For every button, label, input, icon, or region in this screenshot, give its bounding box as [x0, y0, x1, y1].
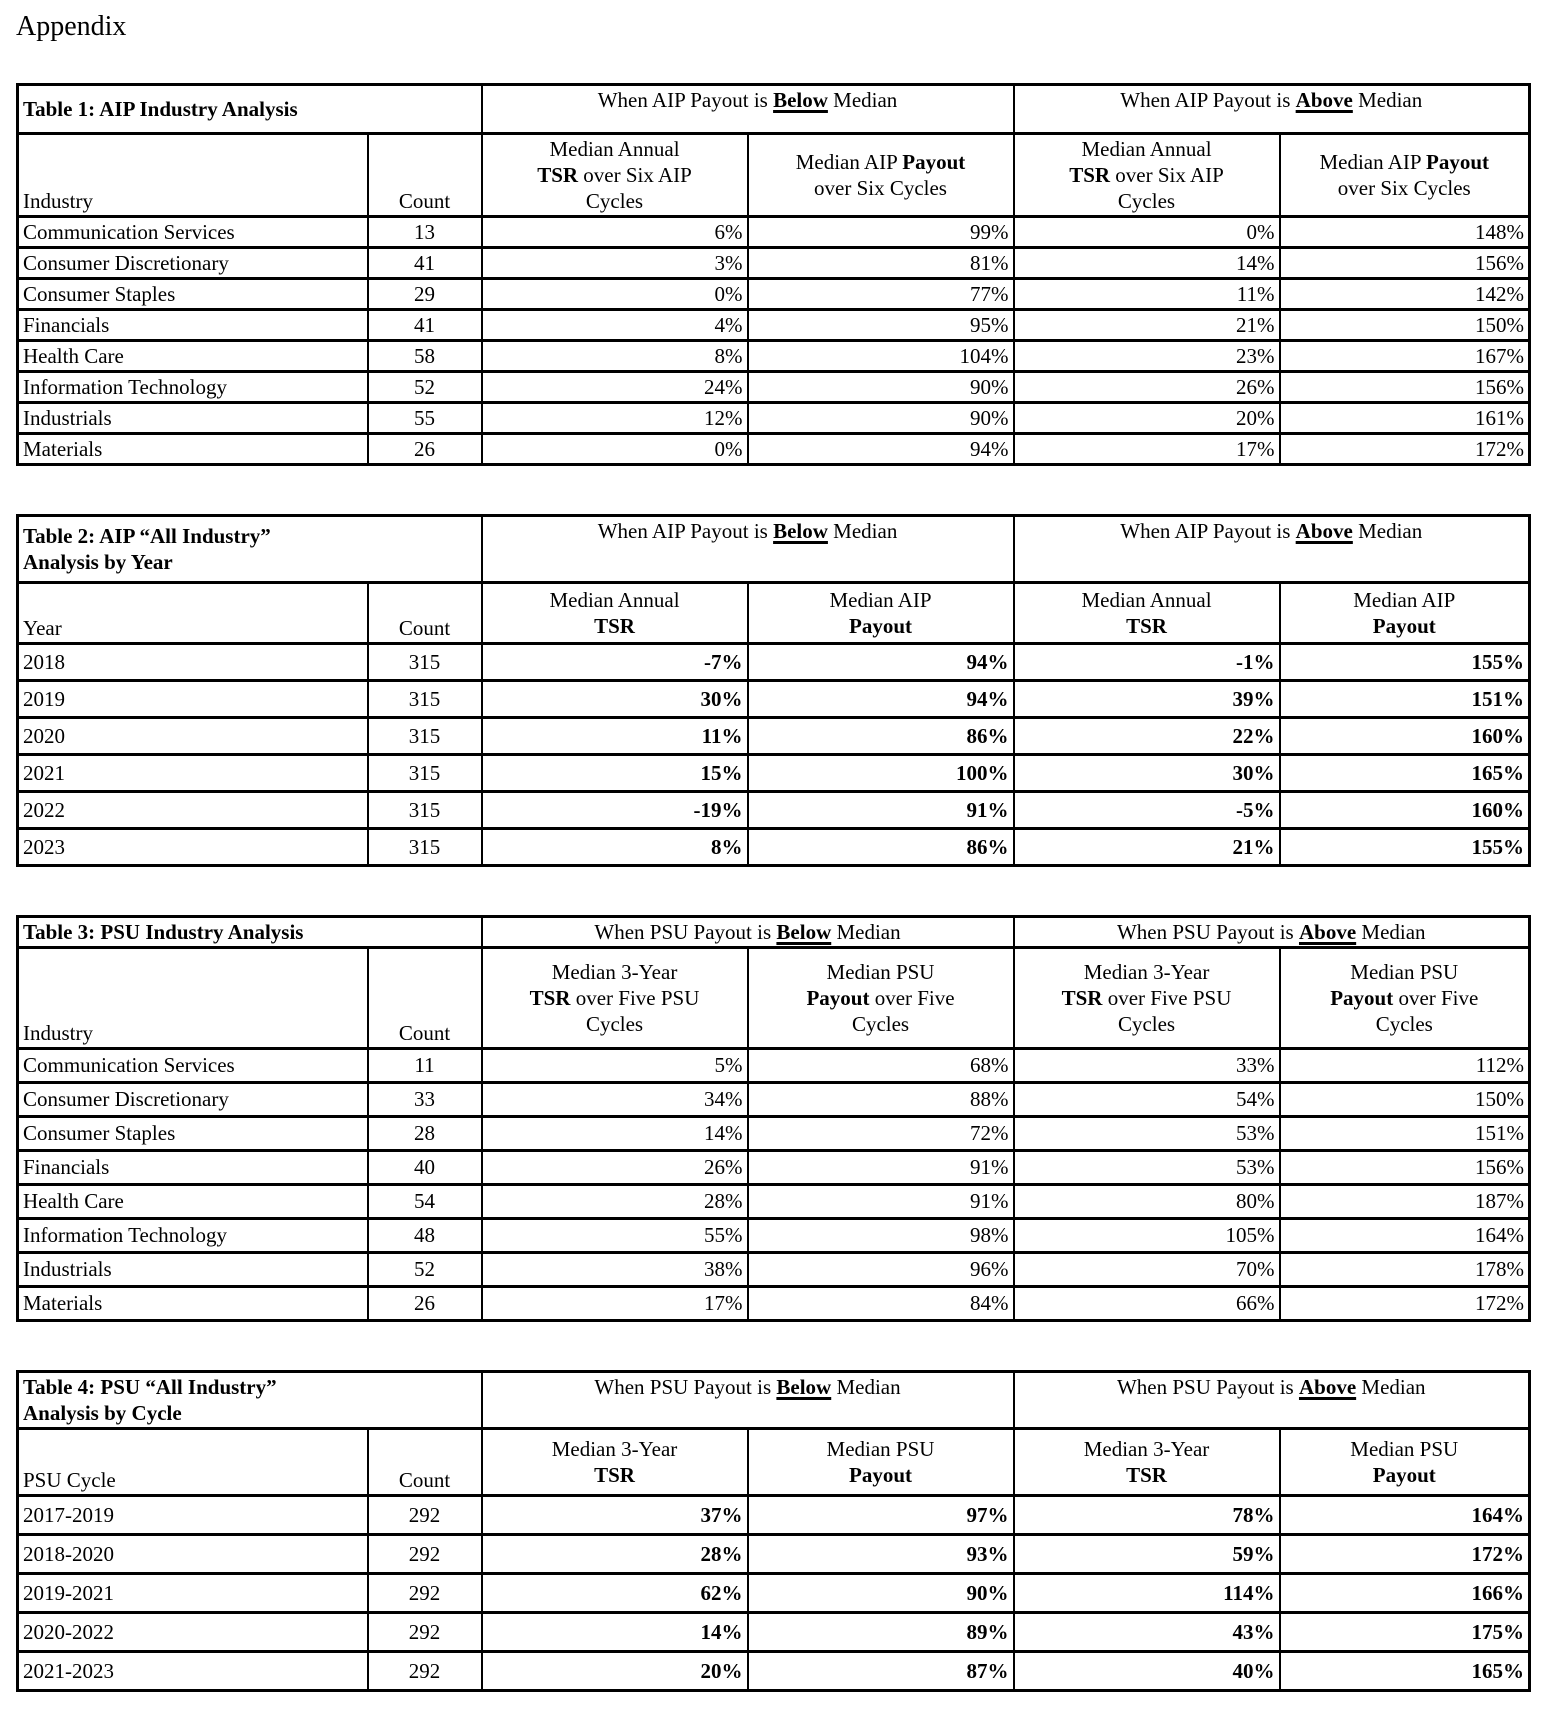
- row-value-1: 0%: [482, 433, 748, 464]
- row-label: 2022: [18, 791, 368, 828]
- row-label: Materials: [18, 433, 368, 464]
- table-row: [18, 1534, 1530, 1573]
- row-value-2: 100%: [748, 754, 1014, 791]
- row-value-1: 4%: [482, 309, 748, 340]
- row-label: Consumer Staples: [18, 1116, 368, 1150]
- row-value-3: -1%: [1014, 643, 1280, 680]
- row-count: 58: [368, 340, 482, 371]
- row-value-3: 14%: [1014, 247, 1280, 278]
- table-row: [18, 1495, 1530, 1534]
- table-title: Table 3: PSU Industry Analysis: [18, 916, 482, 947]
- row-label: 2019-2021: [18, 1573, 368, 1612]
- page-title: Appendix: [16, 11, 127, 42]
- table-row: [18, 643, 1530, 680]
- row-value-4: 155%: [1280, 643, 1530, 680]
- row-value-2: 86%: [748, 828, 1014, 865]
- row-value-3: -5%: [1014, 791, 1280, 828]
- row-value-4: 172%: [1280, 1534, 1530, 1573]
- row-value-3: 78%: [1014, 1495, 1280, 1534]
- row-label: Materials: [18, 1286, 368, 1320]
- row-value-3: 33%: [1014, 1048, 1280, 1082]
- count-column-header: Count: [368, 1428, 482, 1495]
- row-value-1: 3%: [482, 247, 748, 278]
- row-count: 41: [368, 309, 482, 340]
- metric-column-header-4: Median AIP Payout over Six Cycles: [1280, 133, 1530, 216]
- row-value-1: 5%: [482, 1048, 748, 1082]
- row-count: 55: [368, 402, 482, 433]
- row-value-1: 62%: [482, 1573, 748, 1612]
- row-count: 52: [368, 1252, 482, 1286]
- row-value-4: 112%: [1280, 1048, 1530, 1082]
- table-row: [18, 680, 1530, 717]
- row-value-2: 77%: [748, 278, 1014, 309]
- row-value-4: 160%: [1280, 791, 1530, 828]
- row-value-2: 96%: [748, 1252, 1014, 1286]
- row-count: 315: [368, 828, 482, 865]
- row-value-1: -7%: [482, 643, 748, 680]
- row-label: Consumer Discretionary: [18, 247, 368, 278]
- table-title: Table 4: PSU “All Industry” Analysis by Cycle: [18, 1371, 482, 1428]
- metric-column-header-3: Median Annual TSR over Six AIP Cycles: [1014, 133, 1280, 216]
- row-value-2: 94%: [748, 680, 1014, 717]
- row-value-4: 142%: [1280, 278, 1530, 309]
- row-value-3: 0%: [1014, 216, 1280, 247]
- row-label: Information Technology: [18, 1218, 368, 1252]
- row-label: Communication Services: [18, 1048, 368, 1082]
- row-value-1: 24%: [482, 371, 748, 402]
- row-label: Financials: [18, 309, 368, 340]
- row-count: 315: [368, 680, 482, 717]
- row-label: Information Technology: [18, 371, 368, 402]
- row-count: 54: [368, 1184, 482, 1218]
- row-label: 2020: [18, 717, 368, 754]
- above-median-section-header: When PSU Payout is Above Median: [1014, 916, 1530, 947]
- row-count: 292: [368, 1534, 482, 1573]
- row-count: 29: [368, 278, 482, 309]
- table-3-psu-industry-analysis: [16, 915, 1531, 1322]
- above-median-section-header: When AIP Payout is Above Median: [1014, 84, 1530, 133]
- table-row: [18, 1048, 1530, 1082]
- metric-column-header-2: Median AIP Payout: [748, 582, 1014, 643]
- row-value-1: 11%: [482, 717, 748, 754]
- table-row: [18, 1612, 1530, 1651]
- row-value-4: 161%: [1280, 402, 1530, 433]
- row-value-2: 84%: [748, 1286, 1014, 1320]
- below-median-section-header: When PSU Payout is Below Median: [482, 916, 1014, 947]
- row-label: 2017-2019: [18, 1495, 368, 1534]
- row-value-1: 28%: [482, 1534, 748, 1573]
- row-value-4: 164%: [1280, 1495, 1530, 1534]
- table-row: [18, 1116, 1530, 1150]
- table-2-aip-all-industry-analysis-by-year: [16, 514, 1531, 867]
- table-row: [18, 340, 1530, 371]
- metric-column-header-1: Median 3-Year TSR over Five PSU Cycles: [482, 947, 748, 1048]
- metric-column-header-1: Median Annual TSR: [482, 582, 748, 643]
- row-value-3: 66%: [1014, 1286, 1280, 1320]
- row-value-2: 104%: [748, 340, 1014, 371]
- row-value-1: 26%: [482, 1150, 748, 1184]
- metric-column-header-1: Median 3-Year TSR: [482, 1428, 748, 1495]
- row-value-1: 0%: [482, 278, 748, 309]
- row-value-1: 55%: [482, 1218, 748, 1252]
- metric-column-header-2: Median PSU Payout: [748, 1428, 1014, 1495]
- table-row: [18, 216, 1530, 247]
- row-value-2: 91%: [748, 1150, 1014, 1184]
- tables-container: [16, 83, 1526, 1692]
- row-value-1: 14%: [482, 1612, 748, 1651]
- row-value-4: 151%: [1280, 1116, 1530, 1150]
- row-value-1: 14%: [482, 1116, 748, 1150]
- row-value-4: 160%: [1280, 717, 1530, 754]
- row-count: 52: [368, 371, 482, 402]
- row-value-1: 38%: [482, 1252, 748, 1286]
- row-label: 2021-2023: [18, 1651, 368, 1690]
- row-value-3: 105%: [1014, 1218, 1280, 1252]
- row-value-1: -19%: [482, 791, 748, 828]
- row-label: Consumer Discretionary: [18, 1082, 368, 1116]
- row-count: 33: [368, 1082, 482, 1116]
- row-value-3: 40%: [1014, 1651, 1280, 1690]
- table-row: [18, 1150, 1530, 1184]
- row-value-2: 94%: [748, 433, 1014, 464]
- row-value-3: 70%: [1014, 1252, 1280, 1286]
- table-row: [18, 433, 1530, 464]
- row-value-3: 30%: [1014, 754, 1280, 791]
- row-value-2: 99%: [748, 216, 1014, 247]
- row-label: 2021: [18, 754, 368, 791]
- table-row: [18, 1651, 1530, 1690]
- metric-column-header-3: Median 3-Year TSR over Five PSU Cycles: [1014, 947, 1280, 1048]
- row-value-2: 90%: [748, 402, 1014, 433]
- table-title: Table 1: AIP Industry Analysis: [18, 84, 482, 133]
- table-row: [18, 278, 1530, 309]
- row-value-2: 94%: [748, 643, 1014, 680]
- row-value-3: 21%: [1014, 828, 1280, 865]
- metric-column-header-2: Median PSU Payout over Five Cycles: [748, 947, 1014, 1048]
- row-value-3: 114%: [1014, 1573, 1280, 1612]
- row-value-3: 53%: [1014, 1150, 1280, 1184]
- row-count: 13: [368, 216, 482, 247]
- row-value-2: 87%: [748, 1651, 1014, 1690]
- row-count: 315: [368, 791, 482, 828]
- row-label: 2019: [18, 680, 368, 717]
- row-value-4: 151%: [1280, 680, 1530, 717]
- row-label: Industrials: [18, 402, 368, 433]
- row-value-4: 178%: [1280, 1252, 1530, 1286]
- count-column-header: Count: [368, 947, 482, 1048]
- row-value-3: 11%: [1014, 278, 1280, 309]
- row-label: Health Care: [18, 1184, 368, 1218]
- table-row: [18, 754, 1530, 791]
- row-value-1: 30%: [482, 680, 748, 717]
- row-value-4: 187%: [1280, 1184, 1530, 1218]
- row-value-4: 150%: [1280, 1082, 1530, 1116]
- row-value-3: 20%: [1014, 402, 1280, 433]
- row-count: 11: [368, 1048, 482, 1082]
- row-value-1: 37%: [482, 1495, 748, 1534]
- metric-column-header-3: Median 3-Year TSR: [1014, 1428, 1280, 1495]
- table-row: [18, 371, 1530, 402]
- row-count: 41: [368, 247, 482, 278]
- table-row: [18, 1252, 1530, 1286]
- row-value-4: 150%: [1280, 309, 1530, 340]
- below-median-section-header: When AIP Payout is Below Median: [482, 515, 1014, 582]
- table-row: [18, 309, 1530, 340]
- row-value-3: 22%: [1014, 717, 1280, 754]
- row-count: 315: [368, 643, 482, 680]
- row-label: Health Care: [18, 340, 368, 371]
- row-value-4: 175%: [1280, 1612, 1530, 1651]
- row-value-1: 20%: [482, 1651, 748, 1690]
- table-row: [18, 402, 1530, 433]
- above-median-section-header: When PSU Payout is Above Median: [1014, 1371, 1530, 1428]
- row-value-3: 23%: [1014, 340, 1280, 371]
- row-count: 315: [368, 717, 482, 754]
- row-value-2: 68%: [748, 1048, 1014, 1082]
- row-value-3: 59%: [1014, 1534, 1280, 1573]
- metric-column-header-4: Median AIP Payout: [1280, 582, 1530, 643]
- row-value-3: 80%: [1014, 1184, 1280, 1218]
- row-value-4: 172%: [1280, 1286, 1530, 1320]
- row-value-4: 156%: [1280, 1150, 1530, 1184]
- row-label: Industrials: [18, 1252, 368, 1286]
- row-count: 292: [368, 1651, 482, 1690]
- metric-column-header-4: Median PSU Payout over Five Cycles: [1280, 947, 1530, 1048]
- table-row: [18, 828, 1530, 865]
- row-count: 292: [368, 1612, 482, 1651]
- row-value-2: 88%: [748, 1082, 1014, 1116]
- row-value-4: 165%: [1280, 754, 1530, 791]
- above-median-section-header: When AIP Payout is Above Median: [1014, 515, 1530, 582]
- table-row: [18, 1218, 1530, 1252]
- table-row: [18, 1573, 1530, 1612]
- row-value-2: 72%: [748, 1116, 1014, 1150]
- row-value-2: 91%: [748, 1184, 1014, 1218]
- row-value-1: 34%: [482, 1082, 748, 1116]
- table-row: [18, 1082, 1530, 1116]
- row-value-3: 17%: [1014, 433, 1280, 464]
- row-value-2: 90%: [748, 371, 1014, 402]
- table-row: [18, 1286, 1530, 1320]
- row-value-3: 54%: [1014, 1082, 1280, 1116]
- row-count: 292: [368, 1495, 482, 1534]
- row-label: 2020-2022: [18, 1612, 368, 1651]
- row-value-4: 165%: [1280, 1651, 1530, 1690]
- table-title: Table 2: AIP “All Industry” Analysis by Year: [18, 515, 482, 582]
- row-value-1: 28%: [482, 1184, 748, 1218]
- row-value-1: 17%: [482, 1286, 748, 1320]
- table-row: [18, 791, 1530, 828]
- row-count: 40: [368, 1150, 482, 1184]
- row-value-2: 97%: [748, 1495, 1014, 1534]
- below-median-section-header: When AIP Payout is Below Median: [482, 84, 1014, 133]
- row-count: 28: [368, 1116, 482, 1150]
- below-median-section-header: When PSU Payout is Below Median: [482, 1371, 1014, 1428]
- row-value-2: 91%: [748, 791, 1014, 828]
- row-value-2: 89%: [748, 1612, 1014, 1651]
- label-column-header: Year: [18, 582, 368, 643]
- table-row: [18, 1184, 1530, 1218]
- row-value-3: 21%: [1014, 309, 1280, 340]
- row-value-1: 8%: [482, 340, 748, 371]
- row-value-2: 81%: [748, 247, 1014, 278]
- row-value-1: 12%: [482, 402, 748, 433]
- row-value-4: 167%: [1280, 340, 1530, 371]
- row-value-2: 98%: [748, 1218, 1014, 1252]
- metric-column-header-2: Median AIP Payout over Six Cycles: [748, 133, 1014, 216]
- count-column-header: Count: [368, 582, 482, 643]
- row-value-4: 164%: [1280, 1218, 1530, 1252]
- row-label: 2018: [18, 643, 368, 680]
- row-value-1: 8%: [482, 828, 748, 865]
- row-label: Financials: [18, 1150, 368, 1184]
- row-value-3: 39%: [1014, 680, 1280, 717]
- table-row: [18, 717, 1530, 754]
- row-value-3: 53%: [1014, 1116, 1280, 1150]
- label-column-header: PSU Cycle: [18, 1428, 368, 1495]
- row-label: 2018-2020: [18, 1534, 368, 1573]
- row-value-4: 166%: [1280, 1573, 1530, 1612]
- row-value-4: 155%: [1280, 828, 1530, 865]
- row-value-3: 26%: [1014, 371, 1280, 402]
- metric-column-header-1: Median Annual TSR over Six AIP Cycles: [482, 133, 748, 216]
- table-row: [18, 247, 1530, 278]
- row-value-4: 172%: [1280, 433, 1530, 464]
- row-count: 48: [368, 1218, 482, 1252]
- table-4-psu-all-industry-analysis-by-cycle: [16, 1370, 1531, 1692]
- row-value-1: 15%: [482, 754, 748, 791]
- row-value-2: 86%: [748, 717, 1014, 754]
- row-value-2: 90%: [748, 1573, 1014, 1612]
- row-count: 292: [368, 1573, 482, 1612]
- row-label: Communication Services: [18, 216, 368, 247]
- row-value-2: 93%: [748, 1534, 1014, 1573]
- row-count: 26: [368, 433, 482, 464]
- row-count: 315: [368, 754, 482, 791]
- row-count: 26: [368, 1286, 482, 1320]
- label-column-header: Industry: [18, 133, 368, 216]
- row-value-1: 6%: [482, 216, 748, 247]
- count-column-header: Count: [368, 133, 482, 216]
- row-value-2: 95%: [748, 309, 1014, 340]
- row-label: Consumer Staples: [18, 278, 368, 309]
- metric-column-header-4: Median PSU Payout: [1280, 1428, 1530, 1495]
- label-column-header: Industry: [18, 947, 368, 1048]
- table-1-aip-industry-analysis: [16, 83, 1531, 466]
- row-value-4: 148%: [1280, 216, 1530, 247]
- row-label: 2023: [18, 828, 368, 865]
- row-value-3: 43%: [1014, 1612, 1280, 1651]
- metric-column-header-3: Median Annual TSR: [1014, 582, 1280, 643]
- row-value-4: 156%: [1280, 371, 1530, 402]
- row-value-4: 156%: [1280, 247, 1530, 278]
